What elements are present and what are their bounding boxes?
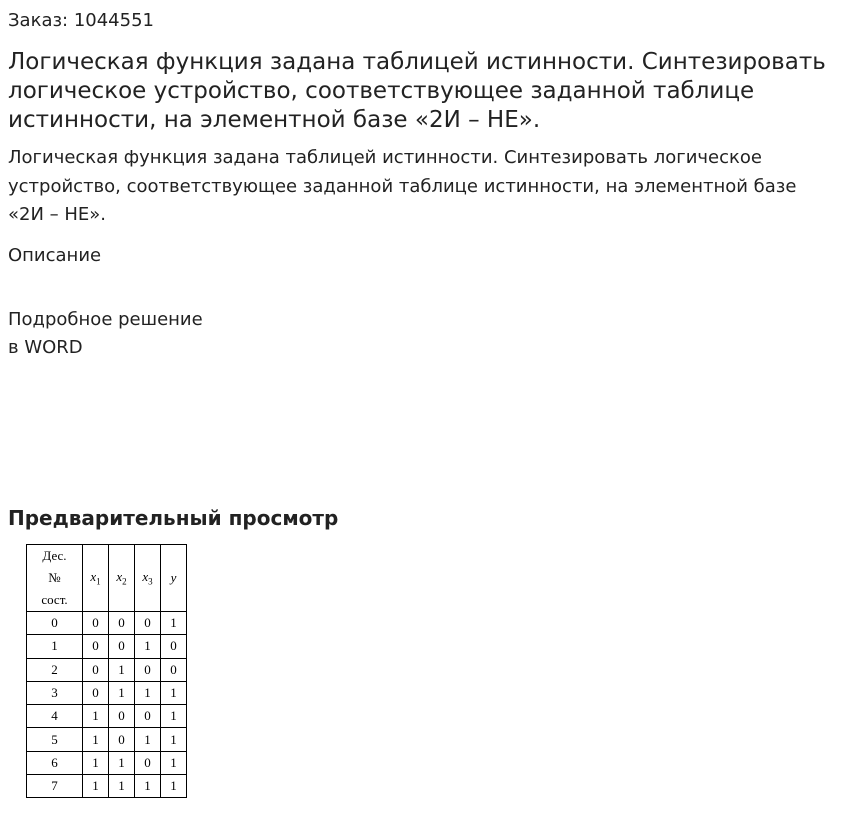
- cell-y: 1: [161, 612, 187, 635]
- header-y-var: y: [170, 570, 177, 585]
- header-state-line-3: сост.: [41, 592, 68, 607]
- cell-y: 1: [161, 728, 187, 751]
- solution-note: [8, 306, 203, 362]
- table-row: [27, 775, 187, 798]
- cell-state: 2: [27, 658, 83, 681]
- header-state-number: [27, 545, 83, 612]
- cell-state: 5: [27, 728, 83, 751]
- header-x3-sub: 3: [148, 576, 153, 587]
- preview-heading: Предварительный просмотр: [8, 506, 339, 530]
- table-row: [27, 635, 187, 658]
- cell-state: 7: [27, 775, 83, 798]
- cell-x3: 0: [135, 751, 161, 774]
- cell-y: 0: [161, 635, 187, 658]
- cell-x3: 1: [135, 681, 161, 704]
- cell-x2: 0: [109, 728, 135, 751]
- table-row: [27, 612, 187, 635]
- table-row: [27, 681, 187, 704]
- cell-x1: 0: [83, 658, 109, 681]
- cell-y: 1: [161, 705, 187, 728]
- cell-x3: 1: [135, 635, 161, 658]
- solution-line-1: Подробное решение: [8, 309, 203, 330]
- header-x1-var: x: [90, 569, 97, 585]
- table-row: [27, 658, 187, 681]
- page-title: Логическая функция задана таблицей истинности. Синтезировать логическое устройство, соответствующее заданной таблице истинности, на элементной базе «2И – НЕ».: [8, 49, 826, 133]
- cell-state: 0: [27, 612, 83, 635]
- cell-x3: 0: [135, 612, 161, 635]
- task-description: Логическая функция задана таблицей истинности. Синтезировать логическое устройство, соответствующее заданной таблице истинности, на элементной базе «2И – НЕ».: [8, 147, 797, 225]
- header-y: [161, 545, 187, 612]
- header-x3: [135, 545, 161, 612]
- header-x2: [109, 545, 135, 612]
- table-row: [27, 751, 187, 774]
- cell-x1: 1: [83, 728, 109, 751]
- cell-x2: 0: [109, 635, 135, 658]
- cell-x1: 0: [83, 635, 109, 658]
- cell-state: 1: [27, 635, 83, 658]
- cell-x2: 1: [109, 775, 135, 798]
- table-row: [27, 728, 187, 751]
- cell-x2: 0: [109, 705, 135, 728]
- cell-x2: 1: [109, 681, 135, 704]
- header-state-line-2: №: [48, 570, 61, 585]
- cell-x1: 1: [83, 705, 109, 728]
- cell-x1: 0: [83, 612, 109, 635]
- header-x1-sub: 1: [96, 576, 101, 587]
- solution-line-2: в WORD: [8, 337, 83, 358]
- cell-x1: 1: [83, 751, 109, 774]
- cell-x3: 0: [135, 705, 161, 728]
- cell-y: 1: [161, 751, 187, 774]
- description-label: Описание: [8, 245, 102, 266]
- cell-x2: 1: [109, 751, 135, 774]
- cell-state: 6: [27, 751, 83, 774]
- header-x2-var: x: [116, 569, 123, 585]
- header-x2-sub: 2: [122, 576, 127, 587]
- header-state-line-1: Дес.: [42, 548, 67, 563]
- cell-x1: 0: [83, 681, 109, 704]
- cell-x3: 0: [135, 658, 161, 681]
- cell-y: 1: [161, 681, 187, 704]
- cell-y: 1: [161, 775, 187, 798]
- cell-state: 4: [27, 705, 83, 728]
- cell-y: 0: [161, 658, 187, 681]
- truth-table-header-row: [27, 545, 187, 612]
- order-number: Заказ: 1044551: [8, 10, 154, 31]
- cell-x3: 1: [135, 775, 161, 798]
- cell-x2: 1: [109, 658, 135, 681]
- table-row: [27, 705, 187, 728]
- cell-x1: 1: [83, 775, 109, 798]
- header-x1: [83, 545, 109, 612]
- truth-table: [26, 544, 187, 798]
- header-x3-var: x: [142, 569, 149, 585]
- cell-x3: 1: [135, 728, 161, 751]
- cell-x2: 0: [109, 612, 135, 635]
- cell-state: 3: [27, 681, 83, 704]
